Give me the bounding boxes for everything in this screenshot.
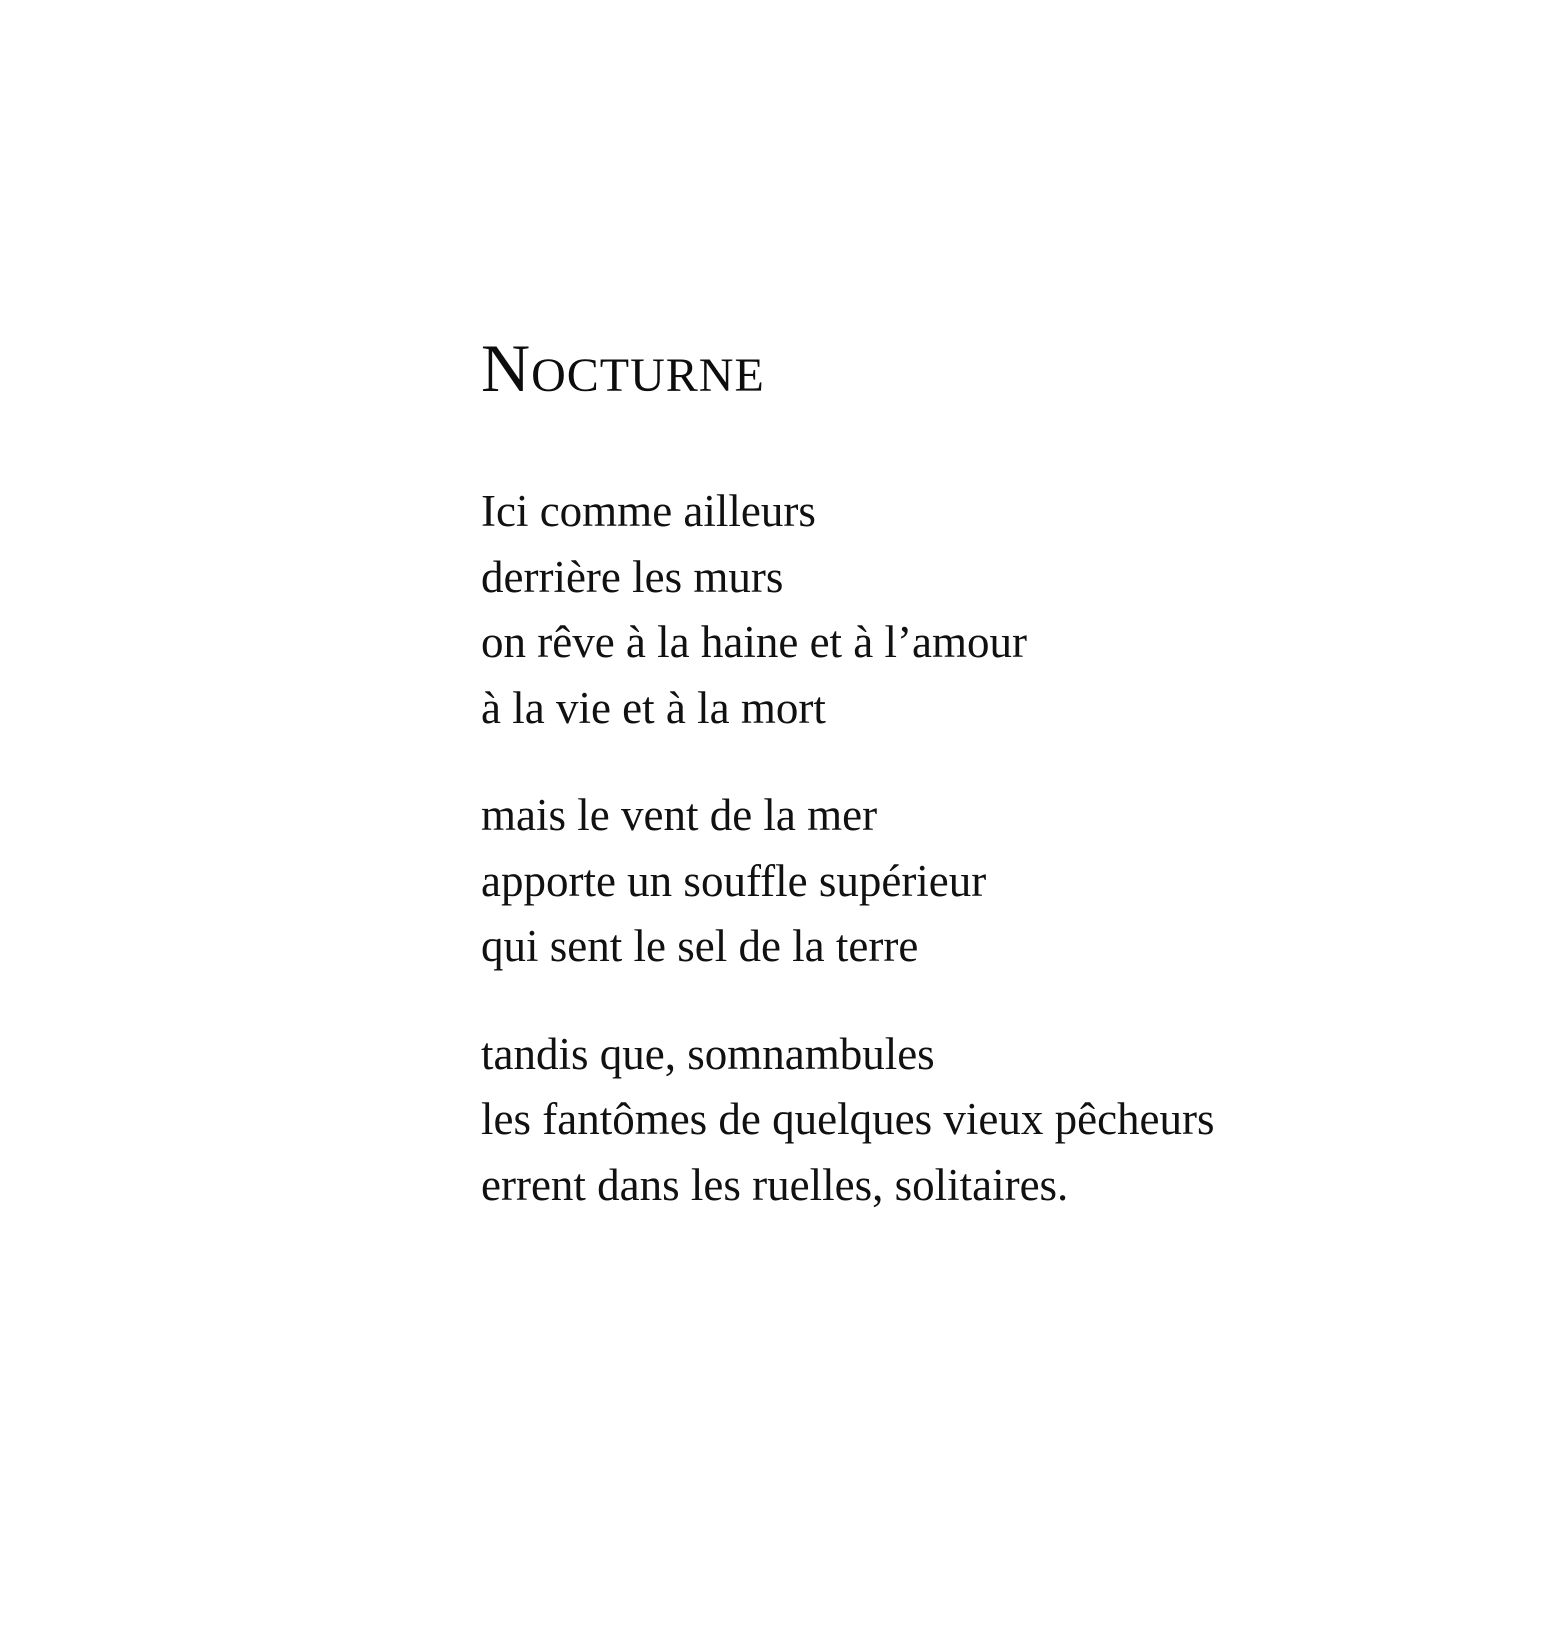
verse-line: les fantômes de quelques vieux pêcheurs xyxy=(481,1094,1215,1144)
stanza-3 xyxy=(481,1022,1441,1219)
verse-line: tandis que, somnambules xyxy=(481,1028,935,1079)
verse-line: Ici comme ailleurs xyxy=(481,486,816,536)
verse-line: qui sent le sel de la terre xyxy=(481,921,919,971)
verse-line: errent dans les ruelles, solitaires. xyxy=(481,1159,1069,1210)
poem-title: Nocturne xyxy=(481,330,765,406)
verse-line: mais le vent de la mer xyxy=(481,790,878,840)
poem-body xyxy=(481,479,1441,1218)
stanza-2 xyxy=(481,783,1441,980)
stanza-1 xyxy=(481,479,1441,741)
verse-line: apporte un souffle supérieur xyxy=(481,855,987,906)
verse-line: derrière les murs xyxy=(481,551,784,602)
verse-line: à la vie et à la mort xyxy=(481,682,826,733)
poem xyxy=(481,330,1441,1218)
verse-line: on rêve à la haine et à l’amour xyxy=(481,617,1027,667)
